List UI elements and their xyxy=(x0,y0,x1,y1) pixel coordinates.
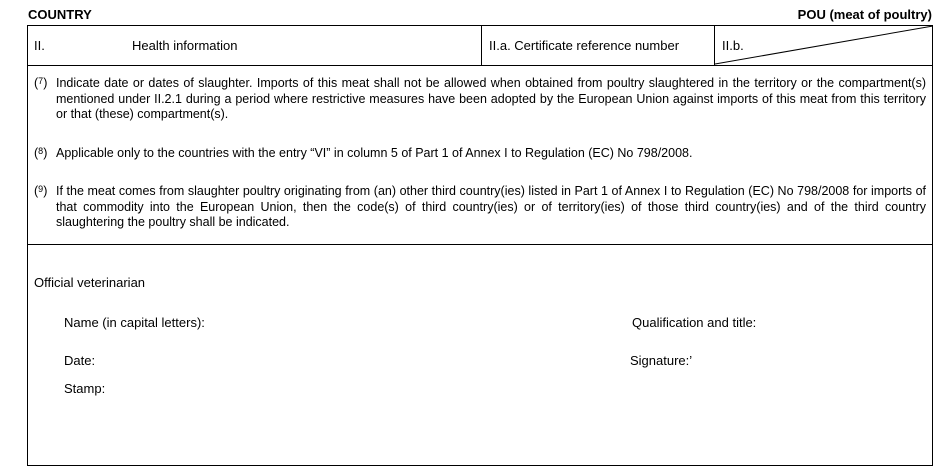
footnote-number: ($^7$) xyxy=(34,76,48,90)
section-number: II. xyxy=(34,38,45,53)
stamp-field-label: Stamp: xyxy=(64,381,106,396)
name-field-label: Name (in capital letters): xyxy=(64,315,205,330)
footnote-8 xyxy=(34,146,926,162)
footnote-9 xyxy=(34,184,926,231)
footnote-7 xyxy=(34,76,926,123)
column-divider xyxy=(481,26,482,65)
signature-field-label: Signature:’ xyxy=(630,353,693,368)
footnote-text: Indicate date or dates of slaughter. Imports of this meat shall not be allowed when obtained from poultry slaughtered in the territory or the compartment(s) mentioned under II.2.1 during a period where restrictive measures have been adopted by the European Union against imports of this meat from this territory or that (these) compartment(s). xyxy=(56,76,926,121)
row-divider xyxy=(28,65,932,66)
certificate-frame xyxy=(27,25,933,466)
section-title: Health information xyxy=(132,38,238,53)
footnote-text: If the meat comes from slaughter poultry originating from (an) other third country(ies) listed in Part 1 of Annex I to Regulation (EC) No 798/2008 for imports of that commodity into the European Union, then the code(s) of third country(ies) or of territory(ies) of those third country(ies) and of the third country slaughtering the poultry shall be indicated. xyxy=(56,184,926,229)
model-code: POU (meat of poultry) xyxy=(797,7,932,22)
iib-label: II.b. xyxy=(722,38,744,53)
diagonal-strike xyxy=(715,26,933,65)
footnote-number: ($^9$) xyxy=(34,184,48,198)
qualification-field-label: Qualification and title: xyxy=(632,315,757,330)
row-divider xyxy=(28,244,932,245)
footnote-number: ($^8$) xyxy=(34,146,48,160)
certificate-reference-label: II.a. Certificate reference number xyxy=(489,38,680,53)
footnote-text: Applicable only to the countries with the entry “VI” in column 5 of Part 1 of Annex I to Regulation (EC) No 798/2008. xyxy=(56,146,693,160)
date-field-label: Date: xyxy=(64,353,96,368)
official-veterinarian-label: Official veterinarian xyxy=(34,275,146,290)
country-label: COUNTRY xyxy=(28,7,92,22)
